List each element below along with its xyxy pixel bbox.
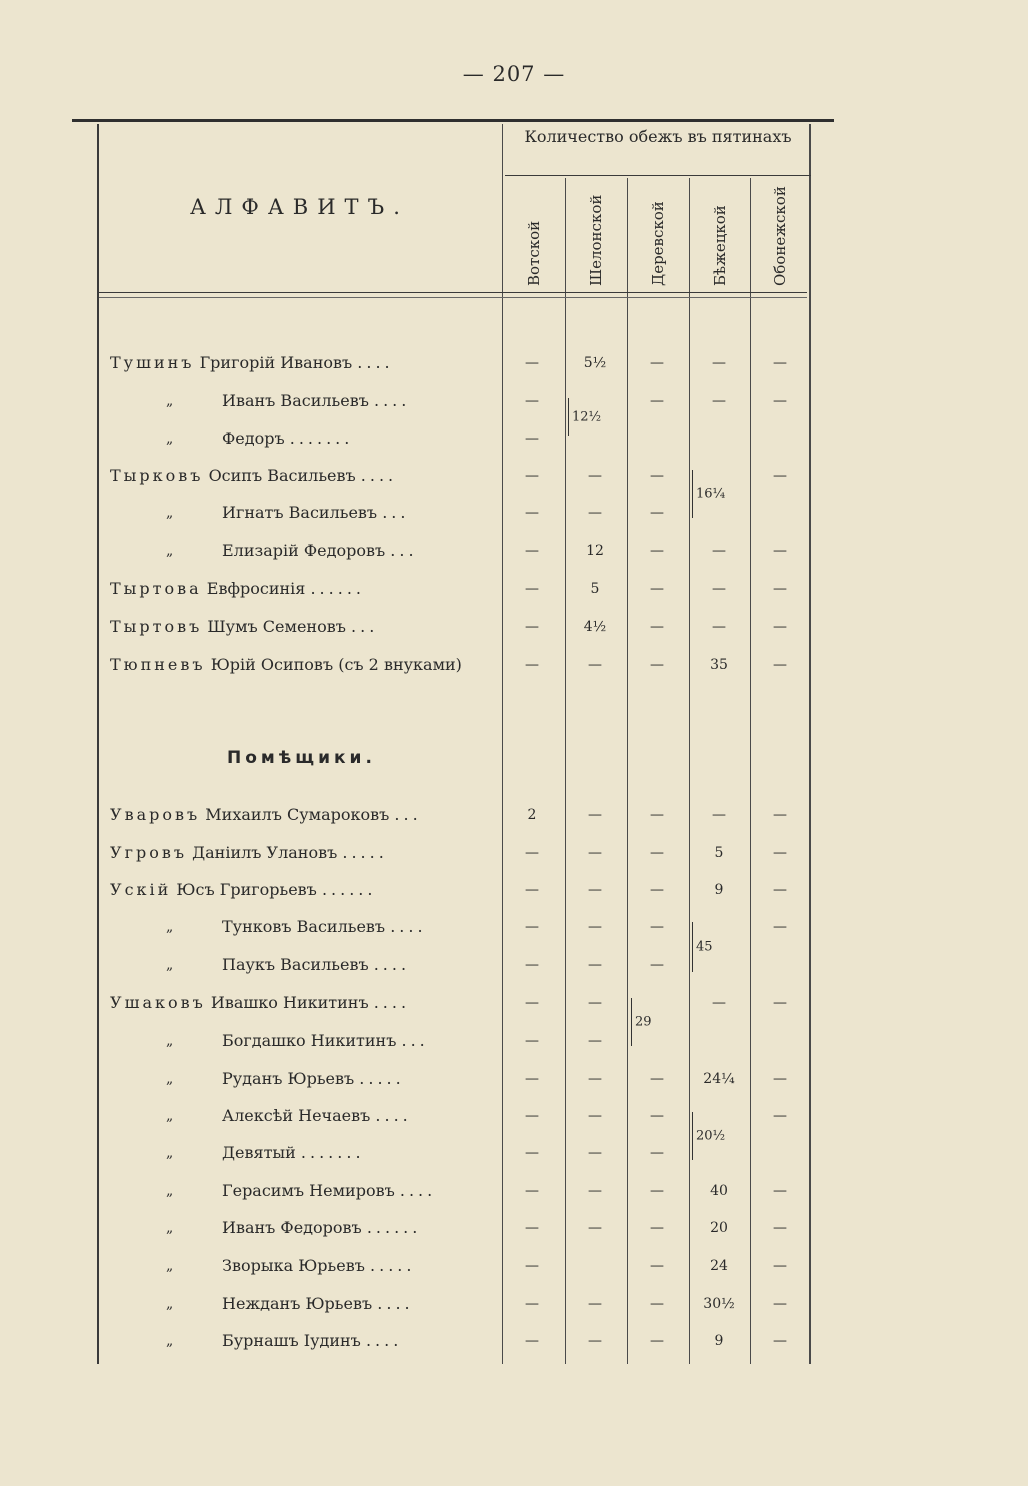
surname: Угровъ [110,843,188,862]
obzh-cell: — [525,995,539,1011]
leader-dots: .... [365,1331,403,1350]
obzh-cell: — [650,505,664,521]
ditto-mark: „ [166,431,174,447]
ditto-mark: „ [166,919,174,935]
ditto-mark: „ [166,1296,174,1312]
obzh-cell: — [525,845,539,861]
obzh-cell: — [588,505,602,521]
table-row [110,838,810,868]
obzh-heading: Количество обежъ въ пятинахъ [524,127,792,146]
brace-group: 20½ [692,1112,725,1160]
ditto-mark: „ [166,393,174,409]
obzh-cell: — [525,431,539,447]
given-name: Руданъ Юрьевъ [222,1069,355,1088]
given-name: Иванъ Васильевъ [222,391,369,410]
given-name: Герасимъ Немировъ [222,1181,395,1200]
page-number: — 207 — [462,62,566,86]
leader-dots: ... [382,503,410,522]
obzh-cell: — [773,619,787,635]
obzh-cell: — [588,1333,602,1349]
obzh-cell: — [525,1333,539,1349]
obzh-cell: — [773,919,787,935]
surname: Тыртовъ [110,617,203,636]
table-row [110,650,810,680]
given-name: Нежданъ Юрьевъ [222,1294,373,1313]
ditto-mark: „ [166,1071,174,1087]
obzh-cell: — [650,845,664,861]
obzh-cell: — [650,807,664,823]
header-separator [99,297,807,298]
obzh-cell: — [650,581,664,597]
obzh-cell: 24¼ [703,1071,735,1087]
obzh-cell: — [650,1333,664,1349]
obzh-cell: 9 [714,882,724,898]
obzh-cell: — [588,919,602,935]
alphabet-title: АЛФАВИТЪ. [190,195,409,219]
column-header-bezhetskoy: Бѣжецкой [711,205,729,286]
obzh-cell: — [650,355,664,371]
column-header-shelonskoy: Шелонской [587,194,605,286]
person-name [110,574,365,604]
obzh-cell: — [588,1033,602,1049]
obzh-cell: — [650,1145,664,1161]
surname: Тырковъ [110,466,204,485]
obzh-cell: — [525,957,539,973]
person-name [110,875,376,905]
given-name: Григорій Ивановъ [199,353,353,372]
obzh-cell: — [650,1071,664,1087]
obzh-cell: — [773,581,787,597]
table-row [110,875,810,905]
obzh-cell: — [650,1296,664,1312]
leader-dots: .... [373,955,411,974]
obzh-cell: — [712,619,726,635]
obzh-cell: — [712,581,726,597]
obzh-cell: 12 [586,543,604,559]
given-name: Зворыка Юрьевъ [222,1256,365,1275]
person-name [110,838,388,868]
ditto-mark: „ [166,1108,174,1124]
given-name: Игнатъ Васильевъ [222,503,378,522]
obzh-cell: 35 [710,657,728,673]
leader-dots: ... [401,1031,429,1050]
obzh-cell: — [525,355,539,371]
obzh-cell: — [525,1145,539,1161]
obzh-cell: — [525,393,539,409]
table-row [110,424,810,454]
section-title: Помѣщики. [227,748,376,768]
obzh-cell: — [773,1258,787,1274]
given-name: Тунковъ Васильевъ [222,917,386,936]
table-row [110,800,810,830]
obzh-cell: — [525,919,539,935]
obzh-cell: — [525,619,539,635]
obzh-cell: — [525,1296,539,1312]
obzh-cell: 4½ [583,619,607,635]
obzh-cell: — [773,355,787,371]
top-rule [72,119,834,122]
ditto-mark: „ [166,1258,174,1274]
obzh-cell: 40 [710,1183,728,1199]
obzh-cell: — [588,657,602,673]
person-name [110,612,378,642]
obzh-cell: 20 [710,1220,728,1236]
obzh-cell: 5 [590,581,600,597]
surname: Тыртова [110,579,202,598]
table-row [110,1176,810,1206]
obzh-cell: — [525,505,539,521]
person-name [222,1251,415,1281]
obzh-cell: — [650,1258,664,1274]
obzh-cell: 2 [527,807,537,823]
leader-dots: .... [390,917,427,936]
table-row [110,612,810,642]
obzh-cell: — [525,1258,539,1274]
leader-dots: ...... [366,1218,422,1237]
obzh-cell: — [712,807,726,823]
obzh-cell: — [773,995,787,1011]
obzh-cell: — [588,807,602,823]
obzh-cell: — [773,543,787,559]
brace-group: 29 [631,998,652,1046]
obzh-cell: — [773,1071,787,1087]
given-name: Иванъ Федоровъ [222,1218,362,1237]
brace-group: 16¼ [692,470,725,518]
table-row [110,1289,810,1319]
given-name: Девятый [222,1143,296,1162]
given-name: Осипъ Васильевъ [208,466,356,485]
obzh-cell: — [773,657,787,673]
obzh-cell: — [525,1033,539,1049]
obzh-cell: — [773,1108,787,1124]
leader-dots: ..... [370,1256,416,1275]
ditto-mark: „ [166,505,174,521]
obzh-cell: — [588,468,602,484]
leader-dots: ..... [342,843,388,862]
obzh-cell: — [588,1071,602,1087]
table-row [110,536,810,566]
obzh-cell: — [773,807,787,823]
leader-dots: ..... [359,1069,405,1088]
obzh-cell: — [525,1220,539,1236]
obzh-cell: — [650,543,664,559]
obzh-cell: — [650,1108,664,1124]
obzh-cell: 5½ [583,355,607,371]
table-row [110,988,810,1018]
leader-dots: .... [377,1294,414,1313]
ditto-mark: „ [166,1145,174,1161]
person-name [110,348,394,378]
obzh-cell: — [588,995,602,1011]
leader-dots: .... [373,993,411,1012]
given-name: Бурнашъ Іудинъ [222,1331,361,1350]
given-name: Михаилъ Сумароковъ [205,805,390,824]
given-name: Алексѣй Нечаевъ [222,1106,371,1125]
obzh-cell: — [525,1183,539,1199]
person-name [222,536,418,566]
ditto-mark: „ [166,1183,174,1199]
obzh-cell: — [650,1220,664,1236]
surname: Ушаковъ [110,993,206,1012]
given-name: Ивашко Никитинъ [210,993,369,1012]
obzh-cell: — [712,393,726,409]
ditto-mark: „ [166,1220,174,1236]
person-name [222,386,410,416]
obzh-cell: — [650,882,664,898]
obzh-cell: — [588,1145,602,1161]
obzh-cell: — [712,995,726,1011]
person-name [222,1289,414,1319]
obzh-cell: — [525,1071,539,1087]
ditto-mark: „ [166,1333,174,1349]
leader-dots: ...... [321,880,377,899]
leader-dots: .... [360,466,398,485]
header-separator [99,292,807,293]
obzh-cell: 5 [714,845,724,861]
person-name [110,800,422,830]
obzh-cell: — [712,543,726,559]
obzh-cell: 9 [714,1333,724,1349]
surname: Тушинъ [110,353,195,372]
surname: Ускій [110,880,172,899]
given-name: Юрій Осиповъ (съ 2 внуками) [210,655,462,674]
column-header-votskoy: Вотской [525,220,543,286]
obzh-cell: — [650,919,664,935]
surname: Тюпневъ [110,655,206,674]
person-name [110,461,397,491]
obzh-cell: — [650,393,664,409]
brace-group: 12½ [568,398,601,436]
leader-dots: .... [373,391,411,410]
given-name: Богдашко Никитинъ [222,1031,397,1050]
obzh-cell: — [650,468,664,484]
given-name: Юсъ Григорьевъ [176,880,317,899]
leader-dots: ....... [300,1143,365,1162]
leader-dots: .... [399,1181,437,1200]
given-name: Евфросинія [206,579,306,598]
table-row [110,1251,810,1281]
leader-dots: ...... [310,579,365,598]
leader-dots: ....... [289,429,354,448]
given-name: Шумъ Семеновъ [207,617,346,636]
table-row [110,1064,810,1094]
person-name [110,988,410,1018]
obzh-rule [505,175,811,176]
obzh-cell: — [650,657,664,673]
obzh-cell: 30½ [703,1296,735,1312]
leader-dots: ... [351,617,379,636]
person-name [222,950,410,980]
obzh-cell: — [525,468,539,484]
obzh-cell: — [773,1296,787,1312]
table-row [110,574,810,604]
obzh-cell: — [525,882,539,898]
obzh-cell: — [525,657,539,673]
table-row [110,386,810,416]
obzh-cell: — [650,1183,664,1199]
ditto-mark: „ [166,1033,174,1049]
person-name [222,424,353,454]
obzh-cell: — [773,1183,787,1199]
given-name: Федоръ [222,429,285,448]
obzh-cell: — [588,1296,602,1312]
column-header-derevskoy: Деревской [649,201,667,286]
person-name [222,1026,429,1056]
obzh-cell: — [773,1220,787,1236]
obzh-cell: — [588,1220,602,1236]
obzh-cell: — [525,543,539,559]
obzh-cell: — [773,845,787,861]
obzh-cell: — [773,468,787,484]
given-name: Даніилъ Улановъ [192,843,338,862]
brace-group: 45 [692,922,713,972]
obzh-cell: — [525,1108,539,1124]
table-row [110,1326,810,1356]
person-name [222,498,409,528]
person-name [222,1213,421,1243]
leader-dots: .... [375,1106,412,1125]
person-name [222,1138,365,1168]
obzh-cell: — [588,845,602,861]
obzh-cell: — [525,581,539,597]
obzh-cell: — [773,1333,787,1349]
person-name [222,1176,436,1206]
obzh-cell: 24 [710,1258,728,1274]
obzh-cell: — [588,1108,602,1124]
person-name [222,912,427,942]
ditto-mark: „ [166,543,174,559]
given-name: Елизарій Федоровъ [222,541,386,560]
table-row [110,1213,810,1243]
obzh-cell: — [588,1183,602,1199]
obzh-cell: — [773,882,787,898]
obzh-cell: — [712,355,726,371]
obzh-cell: — [650,957,664,973]
person-name [110,650,462,680]
obzh-cell: — [588,957,602,973]
obzh-cell: — [773,393,787,409]
surname: Уваровъ [110,805,201,824]
given-name: Паукъ Васильевъ [222,955,369,974]
column-header-obonezhskoy: Обонежской [771,186,789,286]
person-name [222,1326,402,1356]
ditto-mark: „ [166,957,174,973]
leader-dots: ... [390,541,418,560]
person-name [222,1064,405,1094]
table-row [110,348,810,378]
obzh-cell: — [650,619,664,635]
person-name [222,1101,412,1131]
leader-dots: ... [394,805,422,824]
leader-dots: .... [357,353,394,372]
obzh-cell: — [588,882,602,898]
table-row [110,1026,810,1056]
